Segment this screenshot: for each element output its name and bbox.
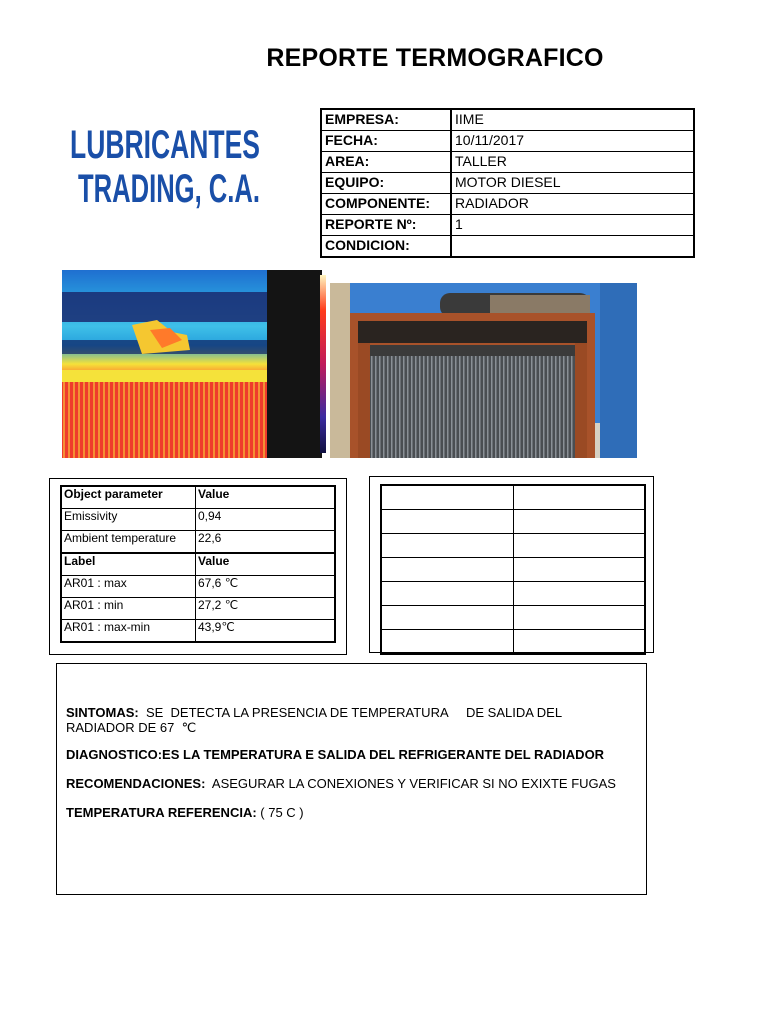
table-row <box>381 582 645 606</box>
table-row <box>61 598 335 620</box>
symptoms-text: SE DETECTA LA PRESENCIA DE TEMPERATURA DE SALIDA DEL RADIADOR DE 67 ℃ <box>66 705 566 735</box>
table-cell: Value <box>196 486 336 509</box>
table-cell <box>513 558 645 582</box>
info-row <box>321 131 694 152</box>
info-value <box>451 236 694 258</box>
info-label: REPORTE Nº: <box>321 215 451 236</box>
table-cell <box>513 582 645 606</box>
report-info-table <box>320 108 695 258</box>
table-cell: AR01 : max-min <box>61 620 196 643</box>
info-row <box>321 109 694 131</box>
info-label: AREA: <box>321 152 451 173</box>
table-cell: 43,9℃ <box>196 620 336 643</box>
info-row <box>321 236 694 258</box>
reference-temperature-paragraph <box>66 805 626 820</box>
table-cell: AR01 : min <box>61 598 196 620</box>
info-row <box>321 152 694 173</box>
parameters-table <box>60 485 336 643</box>
empty-table-box <box>369 476 654 653</box>
info-label: FECHA: <box>321 131 451 152</box>
table-cell <box>381 630 513 655</box>
empty-table <box>380 484 646 655</box>
table-row <box>61 486 335 509</box>
info-label: COMPONENTE: <box>321 194 451 215</box>
table-cell <box>513 485 645 510</box>
parameters-box <box>49 478 347 655</box>
table-cell <box>381 510 513 534</box>
table-cell: Emissivity <box>61 509 196 531</box>
info-value: IIME <box>451 109 694 131</box>
table-row <box>381 558 645 582</box>
info-row <box>321 194 694 215</box>
table-cell <box>381 606 513 630</box>
diagnosis-text: DIAGNOSTICO:ES LA TEMPERATURA E SALIDA DEL REFRIGERANTE DEL RADIADOR <box>66 747 605 762</box>
table-row <box>381 606 645 630</box>
logo-line-1: LUBRICANTES <box>70 123 260 167</box>
info-label: CONDICION: <box>321 236 451 258</box>
table-row <box>61 620 335 643</box>
table-cell: 0,94 <box>196 509 336 531</box>
info-value: TALLER <box>451 152 694 173</box>
table-row <box>61 553 335 576</box>
info-value: MOTOR DIESEL <box>451 173 694 194</box>
table-cell <box>381 485 513 510</box>
company-logo <box>70 120 265 210</box>
table-cell <box>513 606 645 630</box>
table-cell: 27,2 ℃ <box>196 598 336 620</box>
info-value: RADIADOR <box>451 194 694 215</box>
info-value: 10/11/2017 <box>451 131 694 152</box>
findings-box <box>56 663 647 895</box>
table-row <box>381 630 645 655</box>
table-cell: Value <box>196 553 336 576</box>
table-row <box>61 576 335 598</box>
table-row <box>61 531 335 554</box>
thermal-image <box>62 270 328 458</box>
logo-line-2: TRADING, C.A. <box>78 167 260 210</box>
table-cell: Ambient temperature <box>61 531 196 554</box>
info-label: EMPRESA: <box>321 109 451 131</box>
info-row <box>321 173 694 194</box>
recommendations-paragraph <box>66 776 626 791</box>
table-row <box>381 510 645 534</box>
table-cell: Object parameter <box>61 486 196 509</box>
table-cell <box>381 582 513 606</box>
info-label: EQUIPO: <box>321 173 451 194</box>
reference-temperature-label: TEMPERATURA REFERENCIA: <box>66 805 257 820</box>
table-cell <box>381 558 513 582</box>
table-row <box>381 485 645 510</box>
reference-temperature-value: ( 75 C ) <box>256 805 304 820</box>
table-row <box>61 509 335 531</box>
report-title: REPORTE TERMOGRAFICO <box>266 44 604 72</box>
info-value: 1 <box>451 215 694 236</box>
table-cell <box>513 534 645 558</box>
info-row <box>321 215 694 236</box>
table-cell <box>513 630 645 655</box>
table-cell <box>381 534 513 558</box>
table-cell: AR01 : max <box>61 576 196 598</box>
table-cell: 67,6 ℃ <box>196 576 336 598</box>
table-row <box>381 534 645 558</box>
diagnosis-paragraph <box>66 747 626 762</box>
table-cell: Label <box>61 553 196 576</box>
symptoms-label: SINTOMAS: <box>66 705 139 720</box>
radiator-photo <box>330 283 637 458</box>
recommendations-text: ASEGURAR LA CONEXIONES Y VERIFICAR SI NO EXIXTE FUGAS <box>205 776 616 791</box>
table-cell <box>513 510 645 534</box>
symptoms-paragraph <box>66 705 626 735</box>
recommendations-label: RECOMENDACIONES: <box>66 776 206 791</box>
table-cell: 22,6 <box>196 531 336 554</box>
